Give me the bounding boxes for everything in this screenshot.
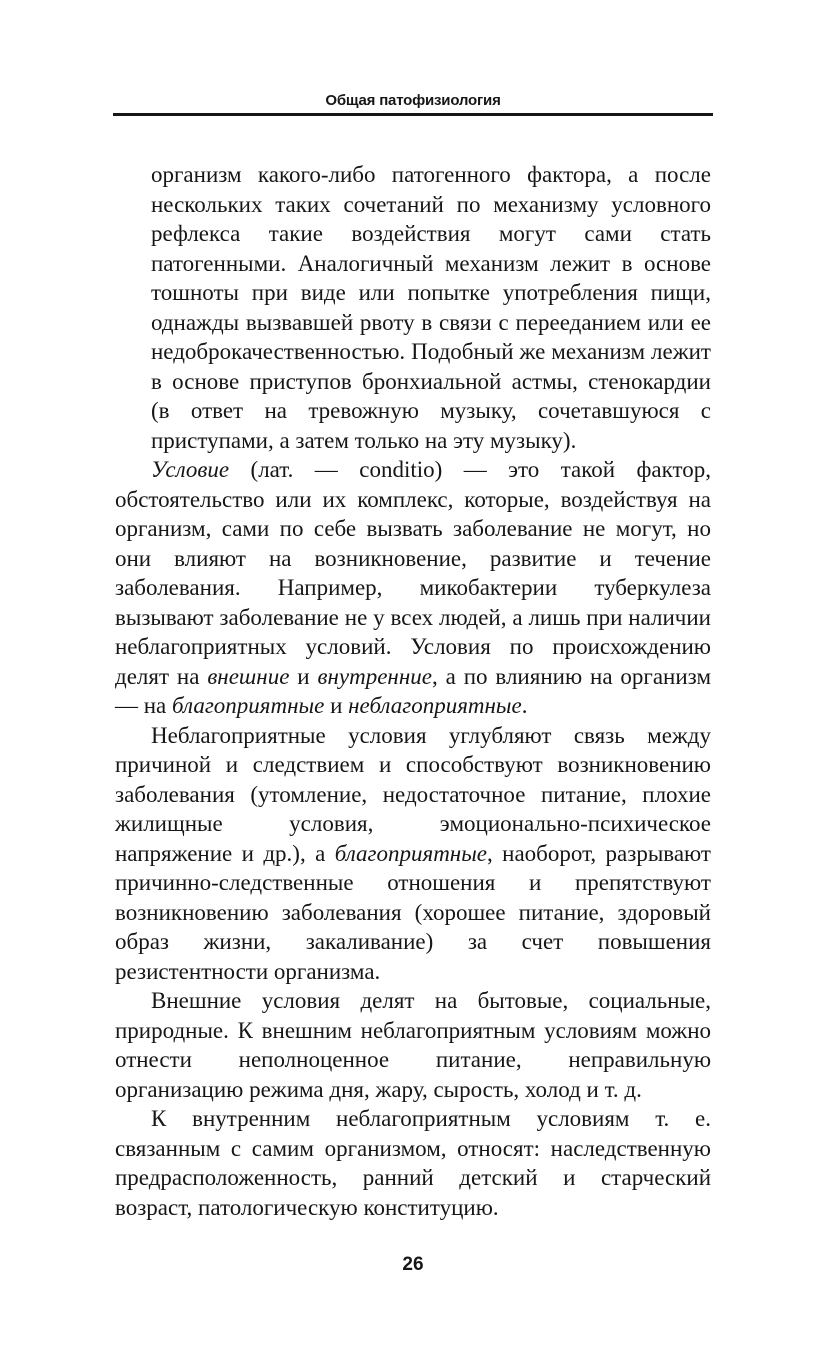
paragraph-3 bbox=[115, 721, 711, 987]
emphasis-unfavorable: неблагоприятные bbox=[348, 693, 522, 718]
page-number: 26 bbox=[402, 1254, 424, 1275]
paragraph-2-text-1: (лат. — conditio) — это такой фактор, обстоятельство или их комплекс, которые, воздействуя на организм, сами по себе вызвать заболевание не могут, но они влияют на возникновение, развитие и течение заболевания. Например, микобактерии туберкулеза вызывают заболевание не у всех людей, а лишь при наличии неблагоприятных условий. Условия по происхождению делят на bbox=[115, 457, 711, 689]
emphasis-favorable-2: благоприятные bbox=[334, 840, 487, 866]
paragraph-5: К внутренним неблагоприятным условиям т. е. связанным с самим организмом, относят: наследственную предрасположенность, ранний детский и старческий возраст, патологическую конституцию. bbox=[115, 1106, 711, 1220]
paragraph-3-text-2: , наоборот, разрывают причинно-следственные отношения и препятствуют возникновению заболевания (хорошее питание, здоровый образ жизни, закаливание) за счет повышения резистентности организма. bbox=[115, 840, 711, 984]
emphasis-external: внешние bbox=[207, 663, 290, 689]
paragraph-4: Внешние условия делят на бытовые, социальные, природные. К внешним неблагоприятным условиям можно отнести неполноценное питание, неправильную организацию режима дня, жару, сырость, холод и т. д. bbox=[115, 988, 711, 1102]
paragraph-2-text-2: и bbox=[289, 663, 318, 689]
term-condition: Условие bbox=[151, 457, 230, 482]
running-header: Общая патофизиология bbox=[325, 92, 501, 109]
page-body bbox=[115, 160, 711, 1222]
paragraph-1: организм какого-либо патогенного фактора, а после нескольких таких сочетаний по механизму условного рефлекса такие воздействия могут сами стать патогенными. Аналогичный механизм лежит в основе тошноты при виде или попытке употребления пищи, однажды вызвавшей рвоту в связи с перееданием или ее недоброкачественностью. Подобный же механизм лежит в основе приступов бронхиальной астмы, стенокардии (в ответ на тревожную музыку, сочетавшуюся с приступами, а затем только на эту музыку). bbox=[151, 162, 711, 453]
paragraph-2-text-3: , а по влиянию на организм — на bbox=[115, 663, 711, 718]
paragraph-2 bbox=[115, 455, 711, 721]
emphasis-internal: внутренние bbox=[317, 663, 432, 689]
emphasis-favorable: благоприятные bbox=[172, 693, 325, 718]
paragraph-2-text-4: и bbox=[324, 693, 349, 718]
header-rule bbox=[113, 113, 713, 116]
paragraph-2-text-5: . bbox=[521, 693, 528, 718]
paragraph-3-text-1: Неблагоприятные условия углубляют связь между причиной и следствием и способствуют возникновению заболевания (утомление, недостаточное питание, плохие жилищные условия, эмоционально-психическое напряжение и др.), а bbox=[115, 722, 711, 866]
